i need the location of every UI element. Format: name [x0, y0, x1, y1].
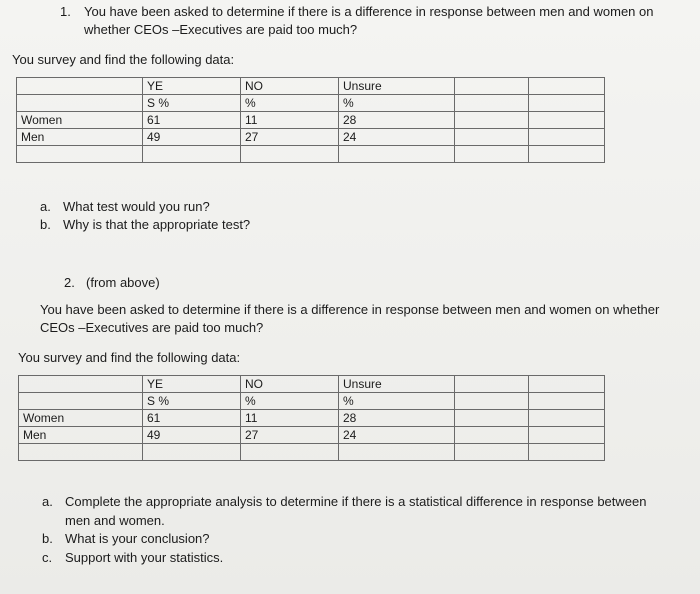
table-cell: 61 [143, 112, 241, 129]
table-cell [455, 410, 529, 427]
table-cell [17, 146, 143, 163]
table-cell [455, 444, 529, 461]
q1-prompt-line1: You have been asked to determine if there is a difference in response between men and women on [84, 4, 654, 19]
table-cell [17, 78, 143, 95]
table-cell: 11 [241, 112, 339, 129]
q1-b-label: b. [40, 217, 51, 232]
q2-prompt-line2: CEOs –Executives are paid too much? [40, 320, 264, 335]
table-cell [455, 78, 529, 95]
table-cell: 28 [339, 410, 455, 427]
table-cell: NO [241, 78, 339, 95]
table-cell [455, 376, 529, 393]
table-cell: 24 [339, 129, 455, 146]
q2-a-text-line2: men and women. [65, 513, 165, 528]
table-cell [455, 95, 529, 112]
table-cell [19, 376, 143, 393]
q2-survey-text: You survey and find the following data: [18, 350, 241, 365]
table-cell: 49 [143, 427, 241, 444]
table-cell [455, 393, 529, 410]
table-cell: 27 [241, 427, 339, 444]
table-cell [339, 444, 455, 461]
table-cell [241, 444, 339, 461]
table-cell: 27 [241, 129, 339, 146]
table-header-row [17, 95, 605, 112]
table-cell [143, 444, 241, 461]
table-cell: 49 [143, 129, 241, 146]
table-header-row [19, 393, 605, 410]
table-cell: Women [19, 410, 143, 427]
q2-prompt-line1: You have been asked to determine if there is a difference in response between men and women on whether [40, 302, 660, 317]
table-row [19, 410, 605, 427]
table-cell: 28 [339, 112, 455, 129]
table-row [19, 444, 605, 461]
table-row [17, 129, 605, 146]
q2-b-label: b. [42, 531, 53, 546]
table-cell [19, 393, 143, 410]
table-row [17, 112, 605, 129]
table-cell: % [241, 393, 339, 410]
table-cell: % [339, 95, 455, 112]
q2-title: (from above) [86, 275, 160, 290]
table-cell [455, 427, 529, 444]
table-cell: Men [19, 427, 143, 444]
table-cell: YE [143, 78, 241, 95]
q1-b-text: Why is that the appropriate test? [63, 217, 251, 232]
table-cell: % [339, 393, 455, 410]
table-cell [455, 129, 529, 146]
table-cell: 61 [143, 410, 241, 427]
table-cell: Unsure [339, 78, 455, 95]
table-cell [143, 146, 241, 163]
table-cell: Unsure [339, 376, 455, 393]
q1-data-table [16, 77, 605, 163]
table-cell [455, 146, 529, 163]
q2-a-text-line1: Complete the appropriate analysis to determine if there is a statistical difference in response between [65, 494, 647, 509]
table-cell [339, 146, 455, 163]
table-cell [529, 376, 605, 393]
q1-a-text: What test would you run? [63, 199, 210, 214]
table-cell [241, 146, 339, 163]
table-cell [529, 112, 605, 129]
table-cell [529, 427, 605, 444]
table-cell: S % [143, 393, 241, 410]
table-header-row [19, 376, 605, 393]
table-cell [529, 95, 605, 112]
table-cell: NO [241, 376, 339, 393]
table-cell: 11 [241, 410, 339, 427]
table-cell: Men [17, 129, 143, 146]
table-cell [529, 410, 605, 427]
q1-a-label: a. [40, 199, 51, 214]
table-cell [17, 95, 143, 112]
table-cell [529, 78, 605, 95]
table-cell: Women [17, 112, 143, 129]
q2-b-text: What is your conclusion? [65, 531, 210, 546]
table-cell: % [241, 95, 339, 112]
table-row [17, 146, 605, 163]
q2-c-text: Support with your statistics. [65, 550, 224, 565]
q2-number: 2. [64, 275, 75, 290]
table-cell: S % [143, 95, 241, 112]
table-cell [529, 129, 605, 146]
q1-prompt-line2: whether CEOs –Executives are paid too much? [84, 22, 358, 37]
q1-number: 1. [60, 4, 71, 19]
table-cell [529, 393, 605, 410]
table-row [19, 427, 605, 444]
table-header-row [17, 78, 605, 95]
q2-a-label: a. [42, 494, 53, 509]
table-cell: YE [143, 376, 241, 393]
q2-data-table [18, 375, 605, 461]
q1-survey-text: You survey and find the following data: [12, 52, 235, 67]
table-cell [19, 444, 143, 461]
table-cell: 24 [339, 427, 455, 444]
table-cell [529, 444, 605, 461]
q2-c-label: c. [42, 550, 53, 565]
table-cell [455, 112, 529, 129]
table-cell [529, 146, 605, 163]
